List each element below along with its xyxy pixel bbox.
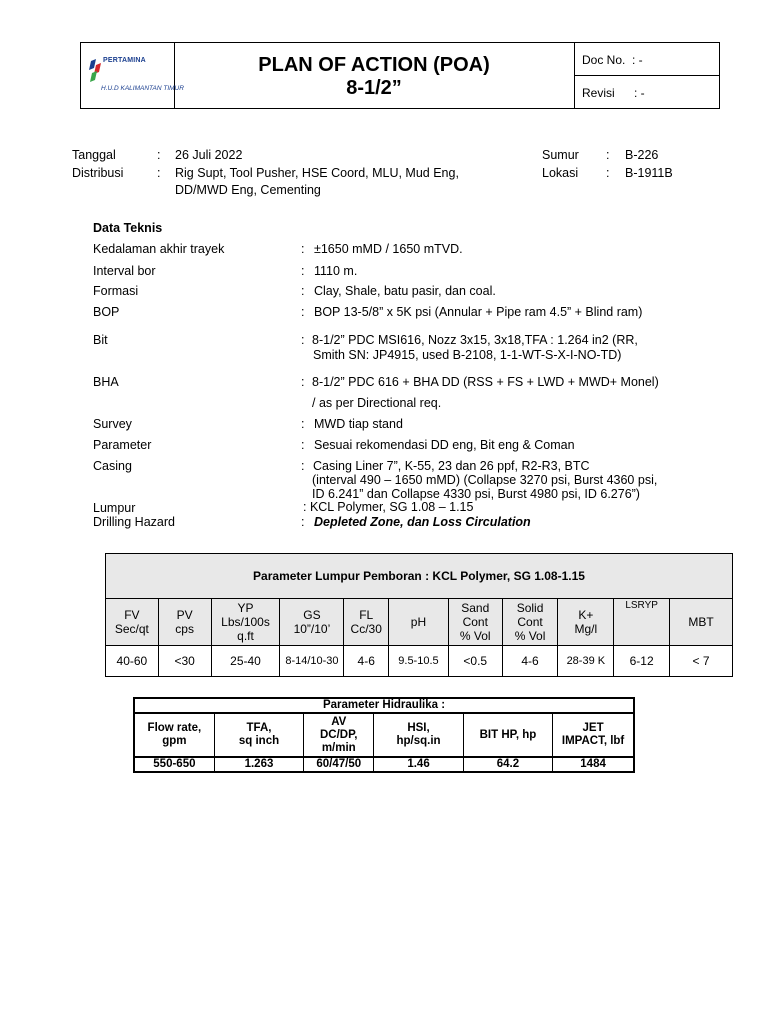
tanggal-value: 26 Juli 2022 (175, 148, 243, 162)
header-cell: JET IMPACT, lbf (553, 713, 634, 757)
teknis-label: Survey (93, 417, 132, 431)
colon: : (301, 305, 305, 319)
value-cell: 1484 (553, 757, 634, 772)
hydraulics-value-row (134, 757, 634, 772)
teknis-value: 1110 m. (314, 264, 358, 278)
value-cell: 25-40 (211, 646, 280, 677)
pertamina-logo-icon (89, 55, 103, 85)
header-cell: pH (389, 599, 449, 646)
teknis-value: 8-1/2” PDC MSI616, Nozz 3x15, 3x18,TFA : 1.264 in2 (RR, (312, 333, 638, 347)
lokasi-label: Lokasi (542, 166, 579, 180)
teknis-value: Sesuai rekomendasi DD eng, Bit eng & Coman (314, 438, 575, 452)
teknis-value: Casing Liner 7”, K-55, 23 dan 26 ppf, R2-R3, BTC (313, 459, 590, 473)
value-cell: 1.46 (374, 757, 463, 772)
header-cell: Sand Cont % Vol (448, 599, 502, 646)
value-cell: 40-60 (106, 646, 159, 677)
teknis-value: : KCL Polymer, SG 1.08 – 1.15 (303, 500, 474, 514)
header-cell: FV Sec/qt (106, 599, 159, 646)
lokasi-value: B-1911B (625, 166, 673, 180)
header-cell: Flow rate, gpm (134, 713, 214, 757)
doc-no-value: : - (632, 53, 643, 67)
teknis-label: BOP (93, 305, 120, 319)
value-cell: <0.5 (448, 646, 502, 677)
logo-cell (81, 43, 184, 108)
pertamina-logo (87, 51, 184, 97)
teknis-value-cont: / as per Directional req. (312, 396, 442, 410)
teknis-label: Casing (93, 459, 132, 473)
colon: : (301, 375, 305, 389)
mud-parameter-table (105, 553, 733, 677)
hydraulics-table-title: Parameter Hidraulika : (134, 698, 634, 713)
sumur-value: B-226 (625, 148, 659, 162)
teknis-label: BHA (93, 375, 119, 389)
value-cell: 64.2 (463, 757, 552, 772)
colon: : (301, 438, 305, 452)
header-cell: HSI, hp/sq.in (374, 713, 463, 757)
value-cell: 8-14/10-30 (280, 646, 344, 677)
hydraulics-header-row (134, 713, 634, 757)
meta-cell (575, 43, 719, 108)
header-cell: BIT HP, hp (463, 713, 552, 757)
header-cell: LSRYP (614, 599, 670, 646)
teknis-label: Kedalaman akhir trayek (93, 242, 225, 256)
distribusi-value-line2: DD/MWD Eng, Cementing (175, 183, 321, 197)
logo-text: PERTAMINA (103, 57, 146, 64)
colon: : (301, 264, 305, 278)
teknis-label: Parameter (93, 438, 152, 452)
colon: : (301, 333, 305, 347)
document-subtitle: 8-1/2” (346, 77, 402, 99)
colon: : (301, 284, 305, 298)
sumur-label: Sumur (542, 148, 579, 162)
colon: : (301, 242, 305, 256)
teknis-value-cont: (interval 490 – 1650 mMD) (Collapse 3270 psi, Burst 4360 psi, (312, 473, 658, 487)
teknis-value-cont: Smith SN: JP4915, used B-2108, 1-1-WT-S-X-I-NO-TD) (313, 348, 622, 362)
header-cell: GS 10”/10’ (280, 599, 344, 646)
hydraulics-table (133, 697, 635, 773)
value-cell: 550-650 (134, 757, 214, 772)
value-cell: 9.5-10.5 (389, 646, 449, 677)
teknis-value: ±1650 mMD / 1650 mTVD. (314, 242, 463, 256)
header-cell: TFA, sq inch (214, 713, 303, 757)
value-cell: 28-39 K (558, 646, 614, 677)
header-cell: PV cps (158, 599, 211, 646)
revisi-value: : - (634, 86, 645, 100)
teknis-label: Interval bor (93, 264, 156, 278)
header-cell: AV DC/DP, m/min (304, 713, 374, 757)
teknis-value: MWD tiap stand (314, 417, 403, 431)
header-cell: K+ Mg/l (558, 599, 614, 646)
doc-no-label: Doc No. (582, 53, 626, 67)
value-cell: < 7 (670, 646, 733, 677)
colon: : (157, 166, 161, 180)
colon: : (606, 166, 610, 180)
value-cell: 4-6 (344, 646, 389, 677)
teknis-value: BOP 13-5/8” x 5K psi (Annular + Pipe ram 4.5” + Blind ram) (314, 305, 643, 319)
title-cell (174, 43, 575, 108)
teknis-label: Bit (93, 333, 108, 347)
distribusi-label: Distribusi (72, 166, 124, 180)
teknis-value-cont: ID 6.241” dan Collapse 4330 psi, Burst 4980 psi, ID 6.276”) (312, 487, 640, 501)
doc-no-row (575, 43, 719, 76)
teknis-value: 8-1/2” PDC 616 + BHA DD (RSS + FS + LWD + MWD+ Monel) (312, 375, 659, 389)
colon: : (301, 459, 305, 473)
header-cell: MBT (670, 599, 733, 646)
data-teknis-heading: Data Teknis (93, 221, 163, 235)
teknis-label: Drilling Hazard (93, 515, 175, 529)
header-cell: YP Lbs/100s q.ft (211, 599, 280, 646)
revisi-label: Revisi (582, 86, 615, 100)
value-cell: 1.263 (214, 757, 303, 772)
colon: : (301, 515, 305, 529)
tanggal-label: Tanggal (72, 148, 116, 162)
distribusi-value-line1: Rig Supt, Tool Pusher, HSE Coord, MLU, Mud Eng, (175, 166, 459, 180)
value-cell: <30 (158, 646, 211, 677)
mud-value-row (106, 646, 733, 677)
header-cell: Solid Cont % Vol (502, 599, 558, 646)
teknis-label: Lumpur (93, 501, 136, 515)
revisi-row (575, 76, 719, 108)
value-cell: 4-6 (502, 646, 558, 677)
mud-header-row (106, 599, 733, 646)
document-title: PLAN OF ACTION (POA) (258, 54, 490, 76)
colon: : (606, 148, 610, 162)
document-header (80, 42, 720, 109)
value-cell: 6-12 (614, 646, 670, 677)
teknis-label: Formasi (93, 284, 139, 298)
logo-subtext: H.U.D KALIMANTAN TIMUR (101, 85, 184, 92)
drilling-hazard-value: Depleted Zone, dan Loss Circulation (314, 515, 531, 529)
teknis-value: Clay, Shale, batu pasir, dan coal. (314, 284, 496, 298)
header-cell: FL Cc/30 (344, 599, 389, 646)
colon: : (157, 148, 161, 162)
mud-table-title: Parameter Lumpur Pemboran : KCL Polymer, SG 1.08-1.15 (106, 554, 733, 599)
value-cell: 60/47/50 (304, 757, 374, 772)
colon: : (301, 417, 305, 431)
